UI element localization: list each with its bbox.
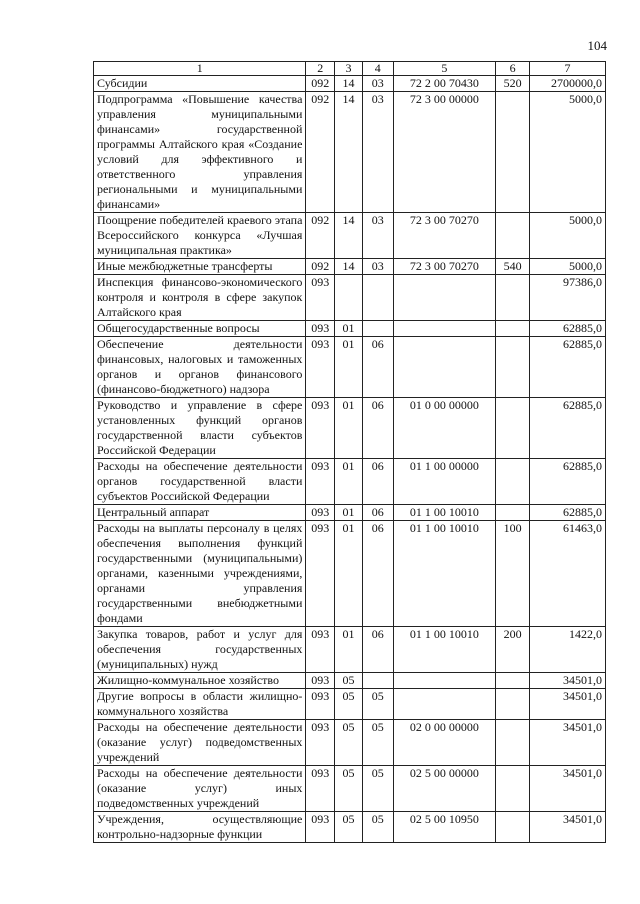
amount-cell: 62885,0 [530,505,606,521]
target-article-cell: 01 1 00 00000 [393,459,496,505]
subsection-code-cell: 05 [362,766,393,812]
expense-type-cell [496,673,530,689]
amount-cell: 34501,0 [530,673,606,689]
amount-cell: 34501,0 [530,689,606,720]
department-code-cell: 093 [306,720,335,766]
table-row [94,321,606,337]
table-row [94,689,606,720]
subsection-code-cell: 06 [362,505,393,521]
expense-name-cell: Субсидии [94,76,306,92]
section-code-cell: 01 [335,459,363,505]
department-code-cell: 092 [306,213,335,259]
subsection-code-cell [362,275,393,321]
department-code-cell: 093 [306,459,335,505]
subsection-code-cell: 03 [362,213,393,259]
expense-type-cell [496,321,530,337]
table-row [94,76,606,92]
amount-cell: 62885,0 [530,459,606,505]
table-row [94,812,606,843]
expense-type-cell [496,812,530,843]
expense-type-cell: 540 [496,259,530,275]
expense-type-cell: 100 [496,521,530,627]
table-row [94,505,606,521]
amount-cell: 5000,0 [530,259,606,275]
table-row [94,720,606,766]
column-header: 7 [530,62,606,76]
expense-type-cell [496,275,530,321]
expense-name-cell: Учреждения, осуществляющие контрольно-надзорные функции [94,812,306,843]
expense-type-cell [496,689,530,720]
expense-type-cell [496,505,530,521]
expense-name-cell: Расходы на обеспечение деятельности (оказание услуг) иных подведомственных учреждений [94,766,306,812]
amount-cell: 5000,0 [530,213,606,259]
department-code-cell: 093 [306,673,335,689]
table-row [94,627,606,673]
expense-type-cell [496,337,530,398]
expense-name-cell: Центральный аппарат [94,505,306,521]
section-code-cell: 01 [335,398,363,459]
section-code-cell: 01 [335,505,363,521]
expense-type-cell [496,459,530,505]
expense-name-cell: Жилищно-коммунальное хозяйство [94,673,306,689]
department-code-cell: 093 [306,337,335,398]
section-code-cell: 14 [335,92,363,213]
section-code-cell: 05 [335,673,363,689]
subsection-code-cell: 06 [362,398,393,459]
section-code-cell: 05 [335,720,363,766]
column-header: 5 [393,62,496,76]
expense-name-cell: Обеспечение деятельности финансовых, налоговых и таможенных органов и органов финансового (финансово-бюджетного) надзора [94,337,306,398]
subsection-code-cell: 03 [362,259,393,275]
target-article-cell [393,689,496,720]
department-code-cell: 093 [306,689,335,720]
section-code-cell: 01 [335,337,363,398]
expense-name-cell: Расходы на выплаты персоналу в целях обеспечения выполнения функций государственными (муниципальными) органами, казенными учреждениями, органами управления государственными внебюджетными фондами [94,521,306,627]
table-row [94,521,606,627]
section-code-cell: 01 [335,627,363,673]
department-code-cell: 092 [306,76,335,92]
section-code-cell: 14 [335,213,363,259]
target-article-cell: 01 1 00 10010 [393,505,496,521]
table-row [94,673,606,689]
expense-type-cell [496,398,530,459]
expense-name-cell: Инспекция финансово-экономического контроля и контроля в сфере закупок Алтайского края [94,275,306,321]
expense-type-cell [496,720,530,766]
amount-cell: 2700000,0 [530,76,606,92]
department-code-cell: 093 [306,398,335,459]
target-article-cell: 01 0 00 00000 [393,398,496,459]
section-code-cell: 14 [335,76,363,92]
section-code-cell: 05 [335,689,363,720]
department-code-cell: 093 [306,521,335,627]
subsection-code-cell: 03 [362,92,393,213]
amount-cell: 34501,0 [530,720,606,766]
expense-name-cell: Другие вопросы в области жилищно-коммунального хозяйства [94,689,306,720]
section-code-cell: 01 [335,321,363,337]
table-row [94,92,606,213]
subsection-code-cell: 03 [362,76,393,92]
amount-cell: 1422,0 [530,627,606,673]
subsection-code-cell: 06 [362,459,393,505]
subsection-code-cell: 06 [362,337,393,398]
expense-name-cell: Иные межбюджетные трансферты [94,259,306,275]
target-article-cell: 01 1 00 10010 [393,627,496,673]
expense-type-cell [496,766,530,812]
department-code-cell: 093 [306,275,335,321]
amount-cell: 97386,0 [530,275,606,321]
department-code-cell: 092 [306,92,335,213]
expense-name-cell: Расходы на обеспечение деятельности органов государственной власти субъектов Российской Федерации [94,459,306,505]
amount-cell: 34501,0 [530,766,606,812]
amount-cell: 61463,0 [530,521,606,627]
department-code-cell: 093 [306,766,335,812]
table-row [94,398,606,459]
section-code-cell: 14 [335,259,363,275]
department-code-cell: 093 [306,627,335,673]
expense-name-cell: Закупка товаров, работ и услуг для обеспечения государственных (муниципальных) нужд [94,627,306,673]
expense-name-cell: Руководство и управление в сфере установленных функций органов государственной власти субъектов Российской Федерации [94,398,306,459]
header-row [94,62,606,76]
subsection-code-cell: 05 [362,720,393,766]
expense-type-cell [496,92,530,213]
target-article-cell [393,275,496,321]
target-article-cell: 72 2 00 70430 [393,76,496,92]
section-code-cell [335,275,363,321]
expense-type-cell [496,213,530,259]
department-code-cell: 093 [306,321,335,337]
page-number: 104 [587,38,607,53]
table-row [94,213,606,259]
amount-cell: 62885,0 [530,321,606,337]
table-row [94,259,606,275]
target-article-cell [393,337,496,398]
target-article-cell [393,673,496,689]
section-code-cell: 01 [335,521,363,627]
expense-name-cell: Общегосударственные вопросы [94,321,306,337]
subsection-code-cell: 05 [362,689,393,720]
target-article-cell: 72 3 00 70270 [393,213,496,259]
table-row [94,766,606,812]
department-code-cell: 093 [306,505,335,521]
target-article-cell [393,321,496,337]
target-article-cell: 72 3 00 00000 [393,92,496,213]
column-header: 6 [496,62,530,76]
target-article-cell: 02 0 00 00000 [393,720,496,766]
amount-cell: 5000,0 [530,92,606,213]
table-row [94,337,606,398]
department-code-cell: 093 [306,812,335,843]
table-row [94,459,606,505]
table-row [94,275,606,321]
column-header: 4 [362,62,393,76]
amount-cell: 62885,0 [530,398,606,459]
table-body [94,76,606,843]
column-header: 2 [306,62,335,76]
section-code-cell: 05 [335,766,363,812]
department-code-cell: 092 [306,259,335,275]
subsection-code-cell [362,321,393,337]
subsection-code-cell: 06 [362,627,393,673]
expense-name-cell: Поощрение победителей краевого этапа Всероссийского конкурса «Лучшая муниципальная практика» [94,213,306,259]
expense-name-cell: Расходы на обеспечение деятельности (оказание услуг) подведомственных учреждений [94,720,306,766]
target-article-cell: 02 5 00 10950 [393,812,496,843]
budget-table [93,61,606,843]
column-header: 1 [94,62,306,76]
amount-cell: 34501,0 [530,812,606,843]
target-article-cell: 01 1 00 10010 [393,521,496,627]
target-article-cell: 02 5 00 00000 [393,766,496,812]
expense-name-cell: Подпрограмма «Повышение качества управления муниципальными финансами» государственной программы Алтайского края «Создание условий для эффективного и ответственного управления региональными и муниципальными финансами» [94,92,306,213]
section-code-cell: 05 [335,812,363,843]
expense-type-cell: 200 [496,627,530,673]
subsection-code-cell: 05 [362,812,393,843]
column-header: 3 [335,62,363,76]
target-article-cell: 72 3 00 70270 [393,259,496,275]
subsection-code-cell [362,673,393,689]
subsection-code-cell: 06 [362,521,393,627]
amount-cell: 62885,0 [530,337,606,398]
expense-type-cell: 520 [496,76,530,92]
